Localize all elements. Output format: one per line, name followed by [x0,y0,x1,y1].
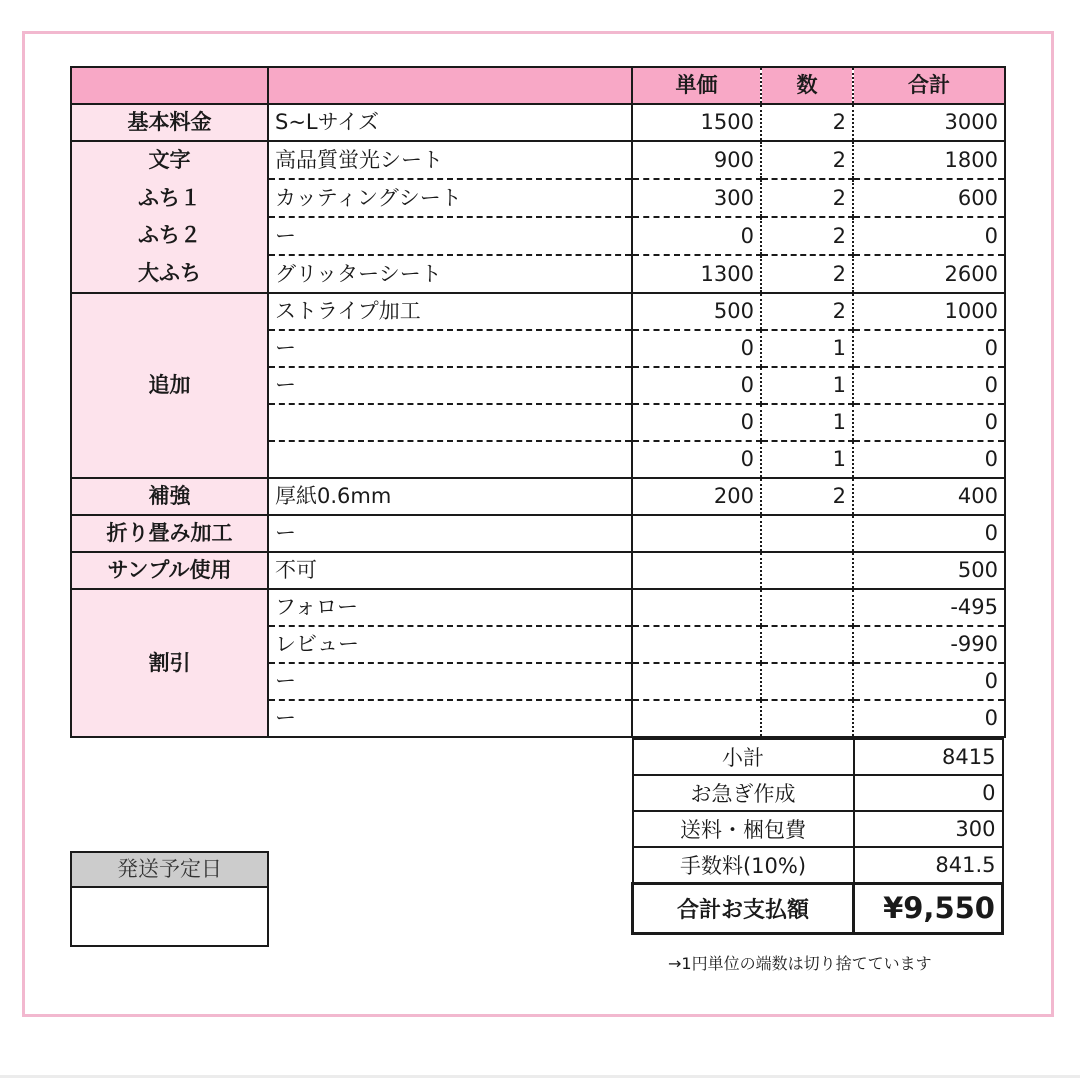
row-total: 0 [853,663,1005,700]
row-total: 3000 [853,104,1005,141]
table-row [71,478,1005,515]
row-unit-price: 200 [632,478,761,515]
row-quantity [761,552,853,589]
row-total: 2600 [853,255,1005,293]
row-description: ー [268,515,632,552]
row-total: 1000 [853,293,1005,330]
row-description: フォロー [268,589,632,626]
row-description: 高品質蛍光シート [268,141,632,179]
header-unit-price: 単価 [632,67,761,104]
grand-total-row [633,883,1003,933]
row-description: ー [268,330,632,367]
row-unit-price: 0 [632,441,761,478]
shipping-date-box [70,851,269,947]
row-quantity: 2 [761,217,853,255]
row-description: ー [268,700,632,737]
summary-value-subtotal: 8415 [854,739,1003,775]
row-quantity [761,589,853,626]
category-sample: サンプル使用 [71,552,268,589]
grand-total-label: 合計お支払額 [633,883,854,933]
table-row [71,141,1005,179]
summary-row [633,775,1003,811]
row-quantity: 2 [761,141,853,179]
summary-label-rush: お急ぎ作成 [633,775,854,811]
summary-row [633,847,1003,883]
category-border-2: ふち２ [138,223,201,247]
row-total: 500 [853,552,1005,589]
row-description: グリッターシート [268,255,632,293]
row-unit-price: 0 [632,330,761,367]
row-unit-price [632,663,761,700]
grand-total-value: ¥9,550 [854,883,1003,933]
category-fold: 折り畳み加工 [71,515,268,552]
row-total: 0 [853,404,1005,441]
row-unit-price: 1500 [632,104,761,141]
row-description: ー [268,217,632,255]
row-unit-price [632,700,761,737]
row-quantity: 1 [761,367,853,404]
shipping-date-label: 発送予定日 [72,853,267,888]
category-base: 基本料金 [71,104,268,141]
row-unit-price [632,626,761,663]
row-quantity: 2 [761,293,853,330]
rounding-note: →1円単位の端数は切り捨てています [668,954,932,973]
row-unit-price [632,552,761,589]
summary-value-rush: 0 [854,775,1003,811]
row-total: 0 [853,515,1005,552]
summary-value-fee: 841.5 [854,847,1003,883]
summary-label-fee: 手数料(10%) [633,847,854,883]
row-unit-price: 1300 [632,255,761,293]
category-large-border: 大ふち [138,260,201,285]
row-description: ストライプ加工 [268,293,632,330]
table-header [71,67,1005,104]
row-description: ー [268,367,632,404]
category-reinforce: 補強 [71,478,268,515]
row-quantity: 2 [761,255,853,293]
table-row [71,589,1005,626]
header-category [71,67,268,104]
row-unit-price: 900 [632,141,761,179]
row-description: S~Lサイズ [268,104,632,141]
summary-row [633,811,1003,847]
header-total: 合計 [853,67,1005,104]
row-total: 0 [853,330,1005,367]
row-quantity [761,626,853,663]
summary-value-shipping: 300 [854,811,1003,847]
category-border-1: ふち１ [138,185,201,210]
row-description: レビュー [268,626,632,663]
row-unit-price: 0 [632,404,761,441]
row-total: -495 [853,589,1005,626]
row-total: 0 [853,217,1005,255]
row-quantity: 2 [761,478,853,515]
row-total: 0 [853,367,1005,404]
table-row [71,515,1005,552]
summary-label-shipping: 送料・梱包費 [633,811,854,847]
summary-table [631,738,1004,935]
category-discount: 割引 [71,589,268,737]
row-quantity: 2 [761,179,853,217]
category-extra: 追加 [71,293,268,478]
row-quantity [761,700,853,737]
row-unit-price: 0 [632,217,761,255]
summary-row [633,739,1003,775]
row-quantity: 1 [761,330,853,367]
category-letter: 文字 [148,148,191,172]
row-quantity [761,515,853,552]
header-quantity: 数 [761,67,853,104]
row-quantity: 2 [761,104,853,141]
table-row [71,552,1005,589]
table-row [71,104,1005,141]
row-description: 不可 [268,552,632,589]
row-total: -990 [853,626,1005,663]
row-description: ー [268,663,632,700]
row-total: 600 [853,179,1005,217]
row-unit-price [632,515,761,552]
header-description [268,67,632,104]
price-table [70,66,1006,738]
row-quantity: 1 [761,441,853,478]
summary-label-subtotal: 小計 [633,739,854,775]
row-description: カッティングシート [268,179,632,217]
category-letter-group [71,141,268,293]
row-description [268,441,632,478]
row-total: 0 [853,441,1005,478]
row-unit-price: 300 [632,179,761,217]
table-row [71,293,1005,330]
row-unit-price [632,589,761,626]
row-description: 厚紙0.6mm [268,478,632,515]
row-unit-price: 0 [632,367,761,404]
row-total: 400 [853,478,1005,515]
row-description [268,404,632,441]
row-quantity: 1 [761,404,853,441]
row-quantity [761,663,853,700]
row-unit-price: 500 [632,293,761,330]
row-total: 1800 [853,141,1005,179]
row-total: 0 [853,700,1005,737]
